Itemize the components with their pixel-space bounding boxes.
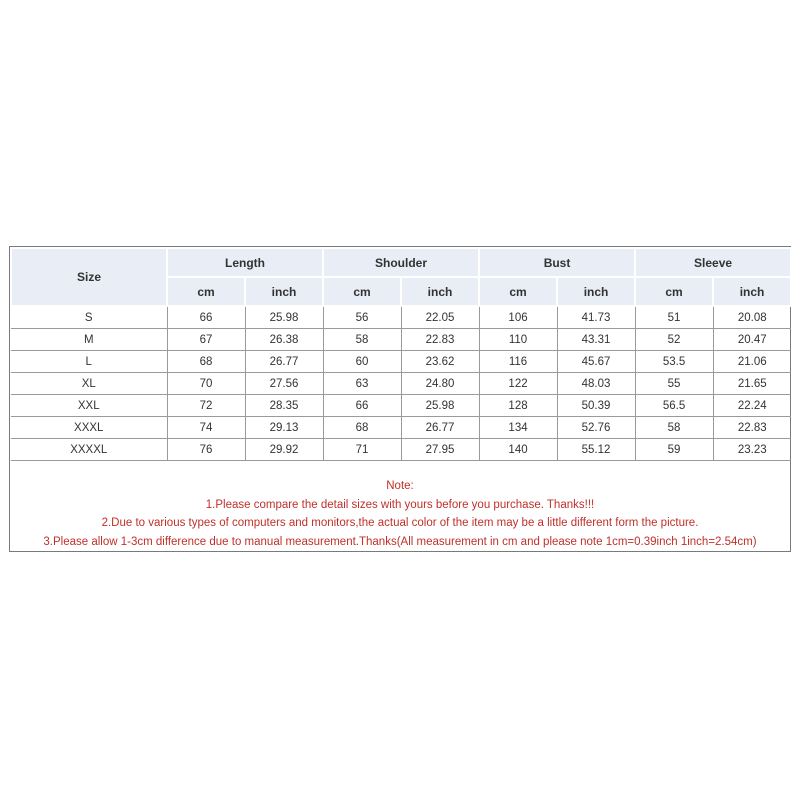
shoulder-cm-cell: 66 xyxy=(323,395,401,417)
sleeve-inch-cell: 23.23 xyxy=(713,439,791,461)
length-cm-cell: 67 xyxy=(167,329,245,351)
bust-inch-cell: 55.12 xyxy=(557,439,635,461)
sleeve-cm-cell: 56.5 xyxy=(635,395,713,417)
sleeve-group-header: Sleeve xyxy=(635,248,791,277)
shoulder-cm-cell: 60 xyxy=(323,351,401,373)
note-line-1: 1.Please compare the detail sizes with yours before you purchase. Thanks!!! xyxy=(205,498,595,511)
table-row xyxy=(11,395,791,417)
shoulder-inch-cell: 24.80 xyxy=(401,373,479,395)
size-table xyxy=(10,247,792,461)
shoulder-inch-cell: 23.62 xyxy=(401,351,479,373)
table-row xyxy=(11,417,791,439)
notes-section xyxy=(10,461,790,551)
bust-cm-cell: 116 xyxy=(479,351,557,373)
shoulder-cm-cell: 58 xyxy=(323,329,401,351)
bust-inch-header: inch xyxy=(557,277,635,306)
shoulder-cm-header: cm xyxy=(323,277,401,306)
sleeve-inch-cell: 21.65 xyxy=(713,373,791,395)
shoulder-group-header: Shoulder xyxy=(323,248,479,277)
length-cm-cell: 74 xyxy=(167,417,245,439)
bust-inch-cell: 50.39 xyxy=(557,395,635,417)
sleeve-inch-cell: 22.83 xyxy=(713,417,791,439)
size-cell: XXL xyxy=(11,395,167,417)
length-cm-header: cm xyxy=(167,277,245,306)
sleeve-cm-cell: 53.5 xyxy=(635,351,713,373)
size-table-body xyxy=(11,306,791,461)
bust-cm-header: cm xyxy=(479,277,557,306)
sleeve-cm-cell: 59 xyxy=(635,439,713,461)
length-inch-cell: 28.35 xyxy=(245,395,323,417)
shoulder-inch-cell: 26.77 xyxy=(401,417,479,439)
size-cell: XXXL xyxy=(11,417,167,439)
size-cell: L xyxy=(11,351,167,373)
note-line-2: 2.Due to various types of computers and monitors,the actual color of the item may be a little different form the picture. xyxy=(101,517,699,529)
shoulder-inch-cell: 22.05 xyxy=(401,306,479,329)
shoulder-inch-header: inch xyxy=(401,277,479,306)
sleeve-cm-cell: 52 xyxy=(635,329,713,351)
bust-cm-cell: 122 xyxy=(479,373,557,395)
bust-cm-cell: 110 xyxy=(479,329,557,351)
shoulder-cm-cell: 71 xyxy=(323,439,401,461)
table-row xyxy=(11,373,791,395)
size-chart xyxy=(9,246,791,552)
length-cm-cell: 76 xyxy=(167,439,245,461)
shoulder-inch-cell: 25.98 xyxy=(401,395,479,417)
note-line-3: 3.Please allow 1-3cm difference due to manual measurement.Thanks(All measurement in cm and please note 1cm=0.39inch 1inch=2.54cm) xyxy=(43,535,757,548)
sleeve-cm-cell: 51 xyxy=(635,306,713,329)
size-cell: XXXXL xyxy=(11,439,167,461)
shoulder-cm-cell: 68 xyxy=(323,417,401,439)
shoulder-inch-cell: 22.83 xyxy=(401,329,479,351)
bust-inch-cell: 41.73 xyxy=(557,306,635,329)
length-inch-cell: 25.98 xyxy=(245,306,323,329)
length-cm-cell: 66 xyxy=(167,306,245,329)
length-inch-cell: 26.38 xyxy=(245,329,323,351)
bust-inch-cell: 48.03 xyxy=(557,373,635,395)
size-cell: XL xyxy=(11,373,167,395)
sleeve-cm-cell: 58 xyxy=(635,417,713,439)
sleeve-cm-cell: 55 xyxy=(635,373,713,395)
table-row xyxy=(11,306,791,329)
size-column-header: Size xyxy=(11,248,167,306)
sleeve-cm-header: cm xyxy=(635,277,713,306)
table-row xyxy=(11,439,791,461)
bust-group-header: Bust xyxy=(479,248,635,277)
note-title: Note: xyxy=(386,480,414,492)
sleeve-inch-cell: 20.47 xyxy=(713,329,791,351)
length-inch-cell: 27.56 xyxy=(245,373,323,395)
shoulder-cm-cell: 56 xyxy=(323,306,401,329)
bust-inch-cell: 43.31 xyxy=(557,329,635,351)
length-inch-cell: 29.92 xyxy=(245,439,323,461)
table-row xyxy=(11,329,791,351)
length-inch-cell: 26.77 xyxy=(245,351,323,373)
bust-inch-cell: 45.67 xyxy=(557,351,635,373)
bust-cm-cell: 106 xyxy=(479,306,557,329)
bust-inch-cell: 52.76 xyxy=(557,417,635,439)
shoulder-cm-cell: 63 xyxy=(323,373,401,395)
sleeve-inch-cell: 22.24 xyxy=(713,395,791,417)
length-group-header: Length xyxy=(167,248,323,277)
size-cell: S xyxy=(11,306,167,329)
sleeve-inch-cell: 21.06 xyxy=(713,351,791,373)
header-row-groups xyxy=(11,248,791,277)
table-row xyxy=(11,351,791,373)
sleeve-inch-cell: 20.08 xyxy=(713,306,791,329)
sleeve-inch-header: inch xyxy=(713,277,791,306)
length-cm-cell: 70 xyxy=(167,373,245,395)
shoulder-inch-cell: 27.95 xyxy=(401,439,479,461)
length-cm-cell: 68 xyxy=(167,351,245,373)
bust-cm-cell: 140 xyxy=(479,439,557,461)
bust-cm-cell: 134 xyxy=(479,417,557,439)
bust-cm-cell: 128 xyxy=(479,395,557,417)
size-cell: M xyxy=(11,329,167,351)
length-cm-cell: 72 xyxy=(167,395,245,417)
length-inch-cell: 29.13 xyxy=(245,417,323,439)
length-inch-header: inch xyxy=(245,277,323,306)
